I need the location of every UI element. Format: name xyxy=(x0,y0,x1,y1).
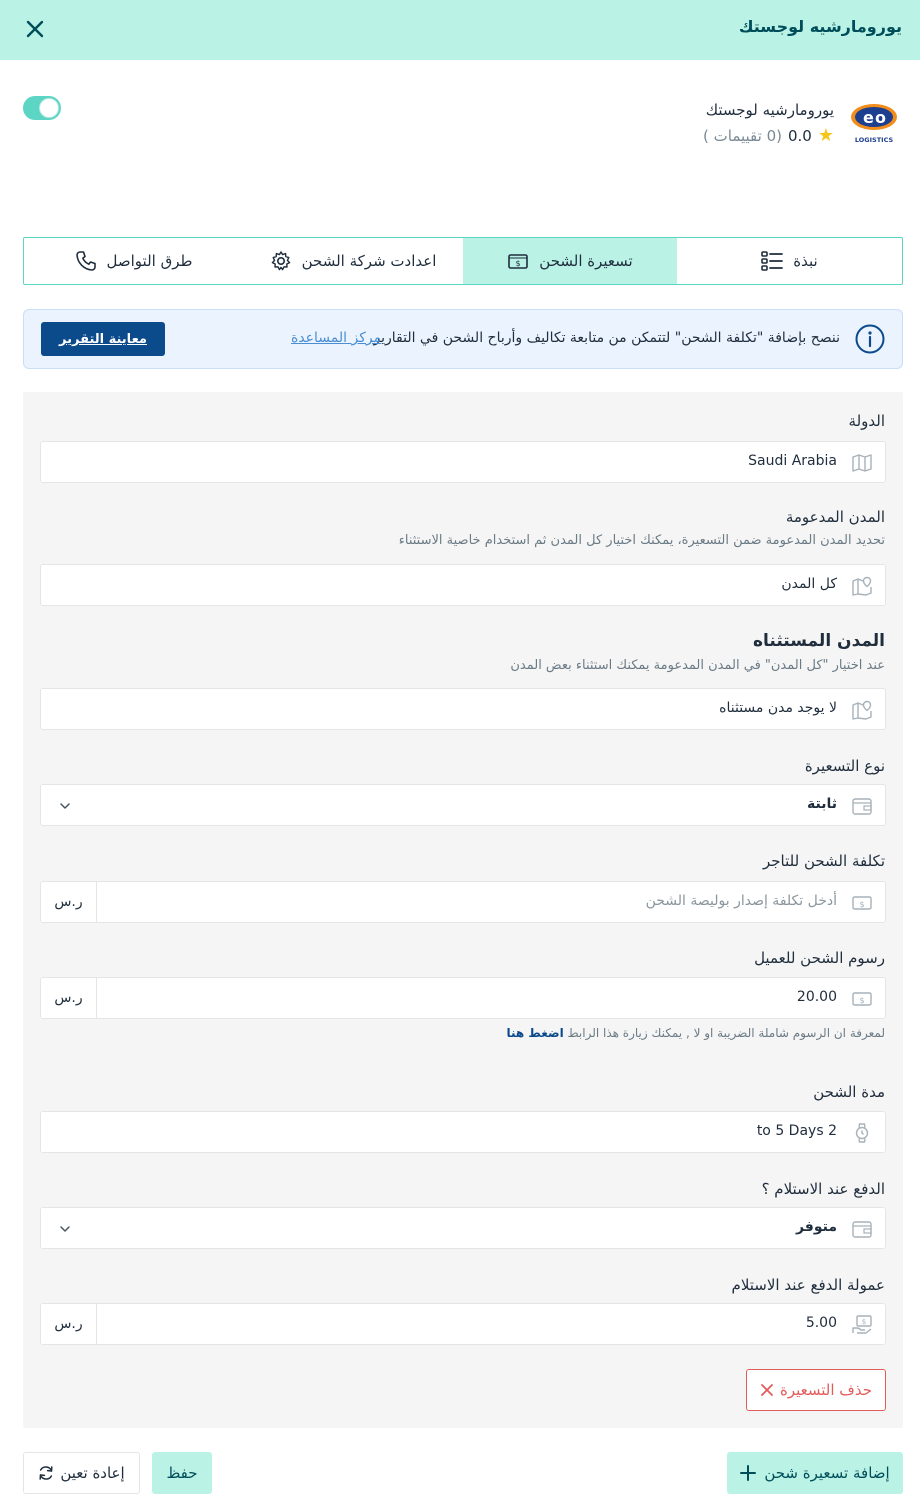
cod-fee-input[interactable] xyxy=(40,1303,886,1345)
help-center-link[interactable]: مركز المساعدة xyxy=(291,330,382,346)
rating-row xyxy=(703,126,834,146)
pricing-type-value: ثابتة xyxy=(807,796,837,812)
svg-text:LOGISTICS: LOGISTICS xyxy=(854,136,894,144)
wallet-icon xyxy=(851,795,873,817)
currency-unit: ر.س xyxy=(41,1304,97,1344)
customer-fee-input[interactable] xyxy=(40,977,886,1019)
cash-hand-icon xyxy=(851,1314,873,1336)
cod-select[interactable] xyxy=(40,1207,886,1249)
svg-text:$: $ xyxy=(859,900,865,909)
refresh-icon xyxy=(38,1465,54,1481)
watch-icon xyxy=(851,1122,873,1144)
excluded-cities-label: المدن المستثناه xyxy=(753,631,885,651)
list-icon xyxy=(761,250,783,272)
cod-label: الدفع عند الاستلام ؟ xyxy=(761,1180,885,1198)
pricing-type-select[interactable] xyxy=(40,784,886,826)
merchant-cost-input[interactable] xyxy=(40,881,886,923)
money-icon xyxy=(851,892,873,914)
svg-text:o: o xyxy=(875,108,886,127)
currency-unit: ر.س xyxy=(41,978,97,1018)
duration-input[interactable] xyxy=(40,1111,886,1153)
add-shipping-pricing-button[interactable] xyxy=(727,1452,903,1494)
tab-label: طرق التواصل xyxy=(106,252,193,270)
customer-fee-value: 20.00 xyxy=(796,989,837,1005)
tab-contact-methods[interactable] xyxy=(24,238,243,284)
save-button[interactable]: حفظ xyxy=(152,1452,212,1494)
tab-label: اعدادت شركة الشحن xyxy=(301,252,437,270)
phone-icon xyxy=(75,250,97,272)
toggle-knob xyxy=(39,98,59,118)
country-select[interactable] xyxy=(40,441,886,483)
tab-label: نبذة xyxy=(793,252,818,270)
tax-note-text: لمعرفة ان الرسوم شاملة الضريبة او لا , يمكنك زيارة هذا الرابط xyxy=(567,1026,885,1040)
tab-shipping-pricing[interactable] xyxy=(463,238,677,284)
customer-fee-label: رسوم الشحن للعميل xyxy=(754,949,885,967)
excluded-cities-hint: عند اختيار "كل المدن" في المدن المدعومة يمكنك استثناء بعض المدن xyxy=(510,658,885,673)
currency-unit: ر.س xyxy=(41,882,97,922)
money-icon xyxy=(851,988,873,1010)
money-icon xyxy=(507,250,529,272)
close-icon[interactable] xyxy=(22,16,48,42)
map-icon xyxy=(851,452,873,474)
company-name: يورومارشيه لوجستك xyxy=(705,101,834,119)
chevron-down-icon xyxy=(58,799,72,813)
svg-text:$: $ xyxy=(859,996,865,1005)
supported-cities-value: كل المدن xyxy=(781,576,837,592)
excluded-cities-select[interactable] xyxy=(40,688,886,730)
wallet-icon xyxy=(851,1218,873,1240)
duration-value: 2 to 5 Days xyxy=(756,1123,837,1139)
svg-text:e: e xyxy=(863,108,874,127)
header-bar xyxy=(0,0,920,60)
svg-text:$: $ xyxy=(861,1318,867,1326)
delete-pricing-button[interactable] xyxy=(746,1369,886,1411)
reset-button[interactable] xyxy=(23,1452,140,1494)
tab-company-settings[interactable] xyxy=(243,238,463,284)
tab-overview[interactable] xyxy=(677,238,902,284)
merchant-cost-placeholder: أدخل تكلفة إصدار بوليصة الشحن xyxy=(645,893,837,909)
tax-note xyxy=(506,1026,885,1040)
country-value: Saudi Arabia xyxy=(748,453,837,469)
svg-text:$: $ xyxy=(515,259,521,268)
supported-cities-select[interactable] xyxy=(40,564,886,606)
info-notice xyxy=(23,309,903,369)
merchant-cost-label: تكلفة الشحن للتاجر xyxy=(763,852,885,870)
company-logo xyxy=(848,100,900,146)
preview-report-button[interactable]: معاينة التقرير xyxy=(41,322,165,356)
excluded-cities-value: لا يوجد مدن مستثناه xyxy=(719,700,837,716)
info-icon xyxy=(854,323,886,355)
map-pin-icon xyxy=(851,575,873,597)
tab-label: تسعيرة الشحن xyxy=(539,252,633,270)
notice-text: ننصح بإضافة "تكلفة الشحن" لتتمكن من متابعة تكاليف وأرباح الشحن في التقارير. xyxy=(368,330,840,346)
pricing-type-label: نوع التسعيرة xyxy=(804,757,885,775)
supported-cities-label: المدن المدعومة xyxy=(785,508,885,526)
country-label: الدولة xyxy=(848,412,885,430)
header-title: يورومارشيه لوجستك xyxy=(738,17,902,36)
rating-score: 0.0 xyxy=(788,127,812,145)
cod-fee-label: عمولة الدفع عند الاستلام xyxy=(731,1276,885,1294)
tab-bar xyxy=(23,237,903,285)
duration-label: مدة الشحن xyxy=(813,1083,885,1101)
star-icon: ★ xyxy=(817,125,834,146)
delete-pricing-label: حذف التسعيرة xyxy=(780,1381,873,1399)
supported-cities-hint: تحديد المدن المدعومة ضمن التسعيرة، يمكنك اختيار كل المدن ثم استخدام خاصية الاستثناء xyxy=(398,533,885,548)
map-pin-icon xyxy=(851,699,873,721)
rating-count: (0 تقييمات ) xyxy=(703,127,782,145)
tax-info-link[interactable]: اضغط هنا xyxy=(506,1026,564,1040)
gear-icon xyxy=(270,250,292,272)
cod-value: متوفر xyxy=(795,1219,837,1235)
chevron-down-icon xyxy=(58,1222,72,1236)
plus-icon xyxy=(740,1465,756,1481)
close-icon xyxy=(760,1383,774,1397)
active-toggle[interactable] xyxy=(23,96,61,120)
cod-fee-value: 5.00 xyxy=(805,1315,837,1331)
reset-label: إعادة تعين xyxy=(60,1464,125,1482)
add-pricing-label: إضافة تسعيرة شحن xyxy=(764,1464,890,1482)
